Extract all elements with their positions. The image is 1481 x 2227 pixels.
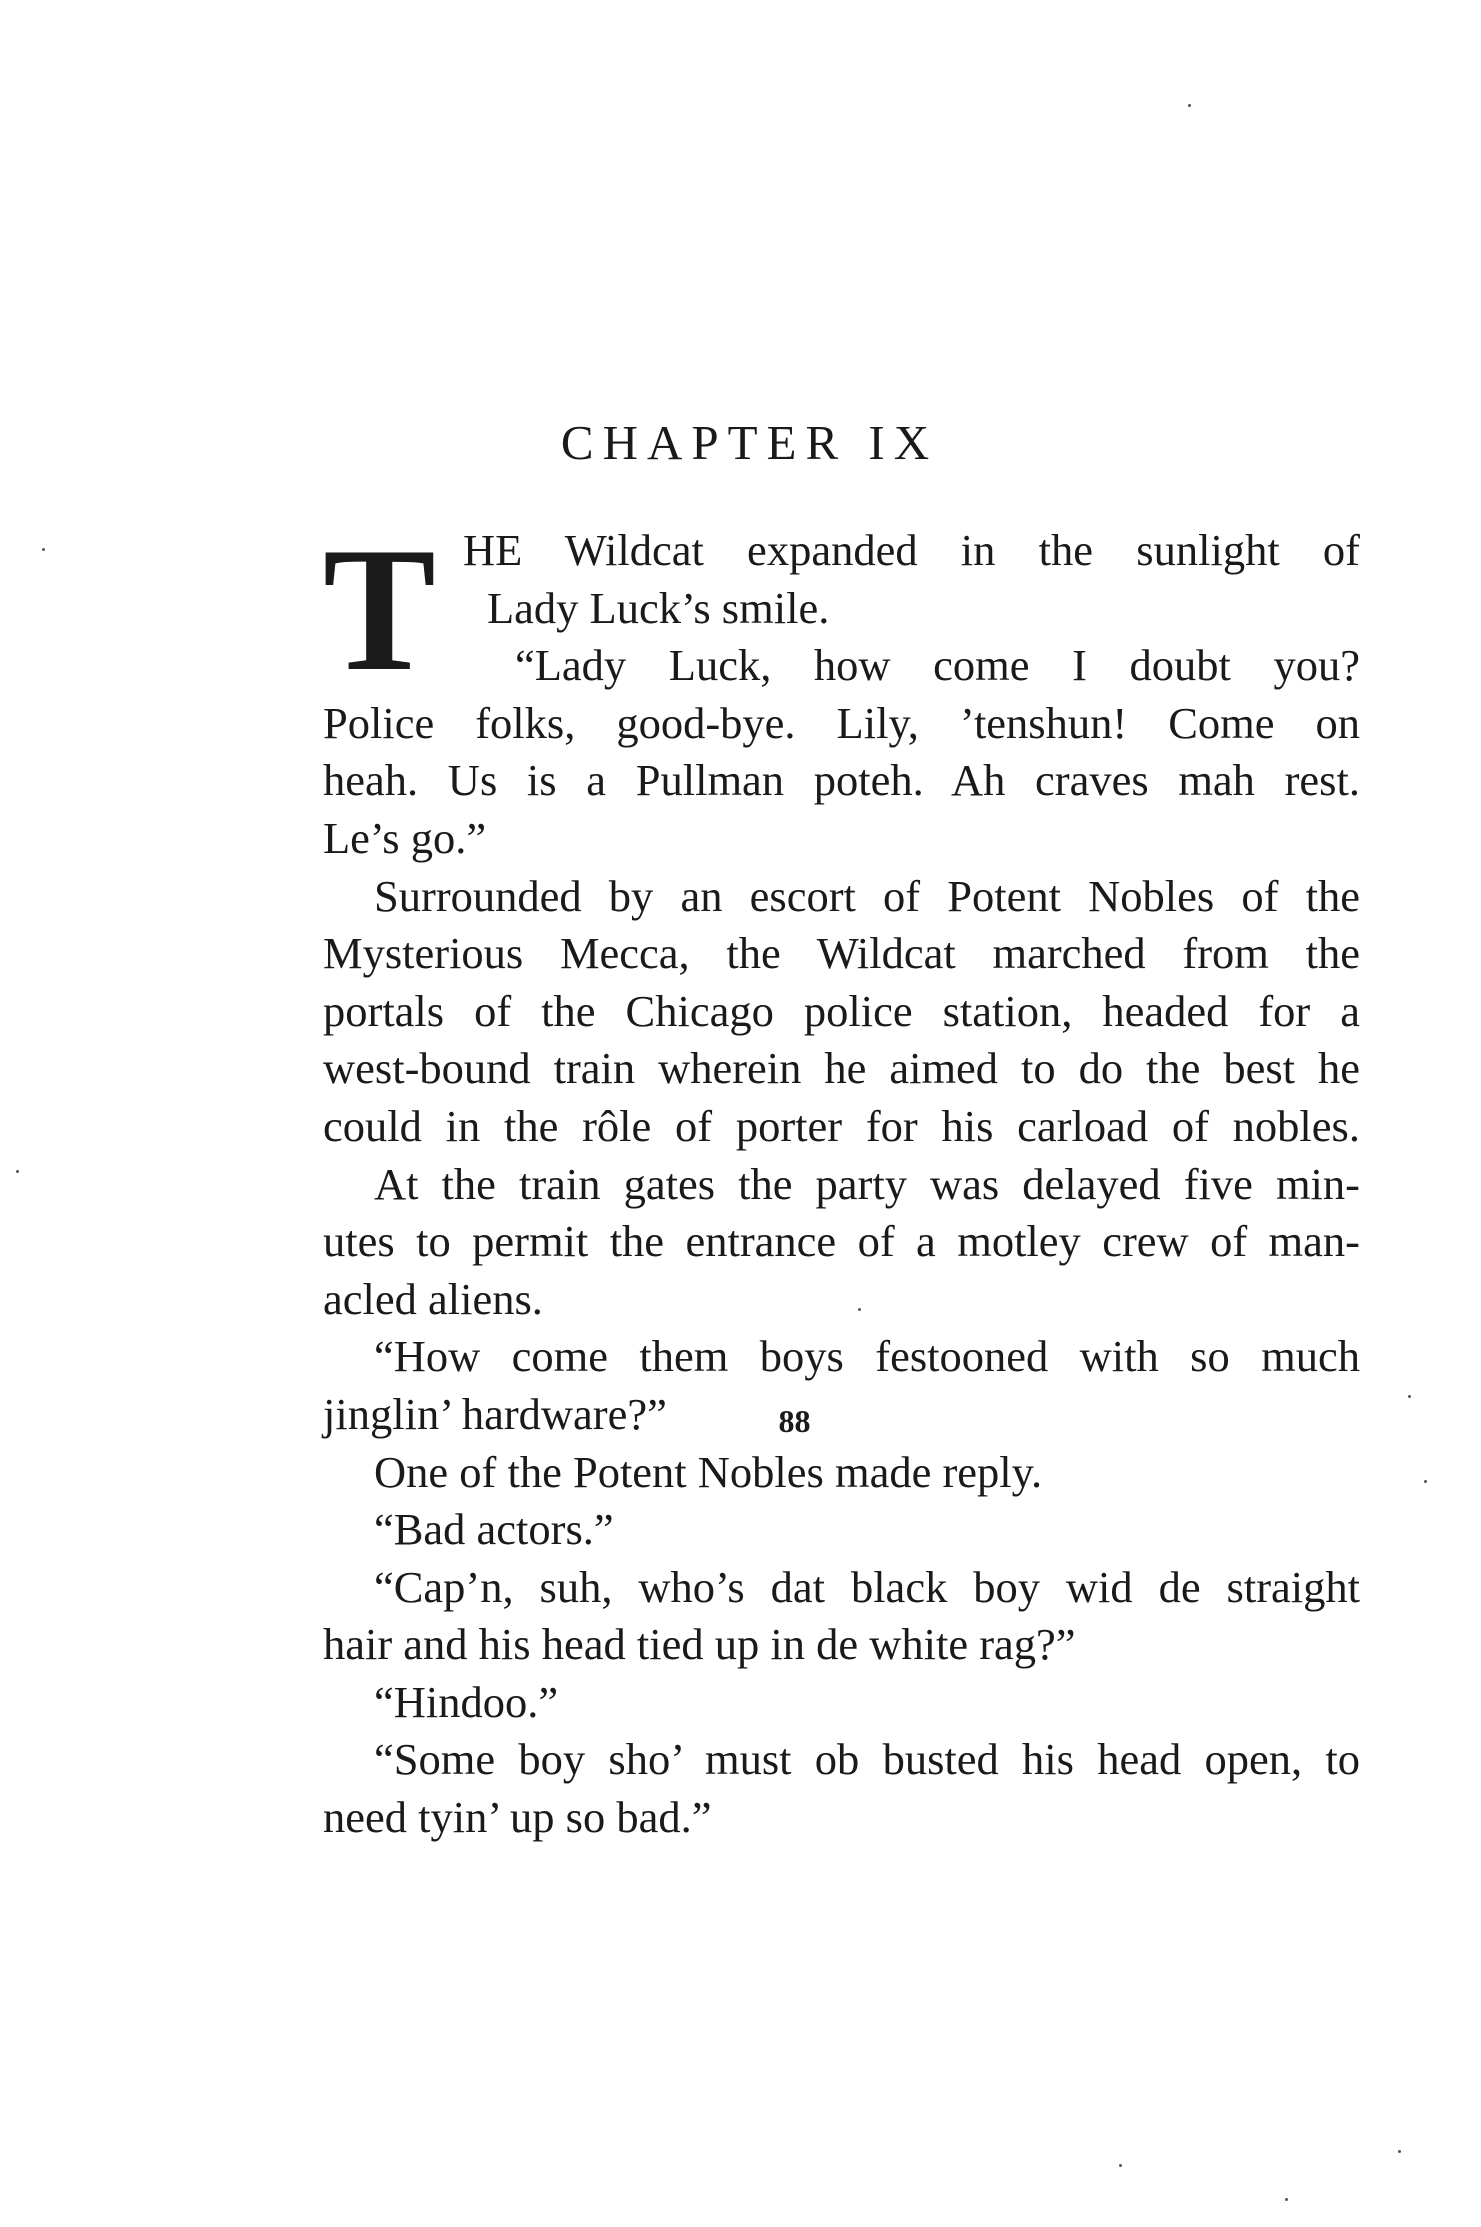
body-text: [323, 510, 1360, 1847]
page-number: 88: [778, 1403, 811, 1439]
text-line: could in the rôle of porter for his carload of nobles.: [323, 1100, 1360, 1151]
text-line: One of the Potent Nobles made reply.: [374, 1446, 1043, 1497]
text-line: “Hindoo.”: [374, 1676, 559, 1727]
text-line: heah. Us is a Pullman poteh. Ah craves mah rest.: [323, 755, 1360, 806]
paper-speck: [1285, 2198, 1288, 2201]
text-line: HE Wildcat expanded in the sunlight of: [463, 525, 1360, 575]
text-line: Mysterious Mecca, the Wildcat marched from the: [323, 928, 1360, 979]
paper-speck: [1424, 1480, 1427, 1483]
text-line: hair and his head tied up in de white rag?”: [323, 1619, 1076, 1670]
text-line: utes to permit the entrance of a motley crew of man-: [323, 1216, 1360, 1267]
paper-speck: [1398, 2150, 1401, 2153]
text-line: Police folks, good-bye. Lily, ’tenshun! Come on: [323, 697, 1360, 748]
text-line: Lady Luck’s smile.: [487, 582, 830, 633]
text-line: Le’s go.”: [323, 812, 487, 863]
text-line: “Bad actors.”: [374, 1504, 614, 1555]
text-line: “How come them boys festooned with so much: [374, 1331, 1360, 1382]
paper-speck: [16, 1170, 19, 1173]
text-line: “Some boy sho’ must ob busted his head open, to: [374, 1734, 1360, 1785]
paper-speck: [858, 1308, 861, 1311]
chapter-heading: CHAPTER IX: [560, 415, 939, 470]
paper-speck: [1188, 104, 1191, 107]
text-line: portals of the Chicago police station, headed for a: [323, 985, 1360, 1036]
text-line: “Lady Luck, how come I doubt you?: [515, 640, 1360, 691]
text-line: need tyin’ up so bad.”: [323, 1792, 712, 1843]
text-line: jinglin’ hardware?”: [323, 1388, 667, 1439]
text-line: Surrounded by an escort of Potent Nobles of the: [374, 870, 1360, 921]
paper-speck: [1408, 1395, 1411, 1398]
text-line: “Cap’n, suh, who’s dat black boy wid de straight: [374, 1561, 1360, 1612]
text-line: acled aliens.: [323, 1273, 543, 1324]
text-line: west-bound train wherein he aimed to do the best he: [323, 1043, 1360, 1094]
paper-speck: [1119, 2164, 1122, 2167]
drop-cap: T: [323, 510, 436, 708]
text-line: At the train gates the party was delayed five min-: [374, 1158, 1360, 1209]
paper-speck: [42, 548, 45, 551]
